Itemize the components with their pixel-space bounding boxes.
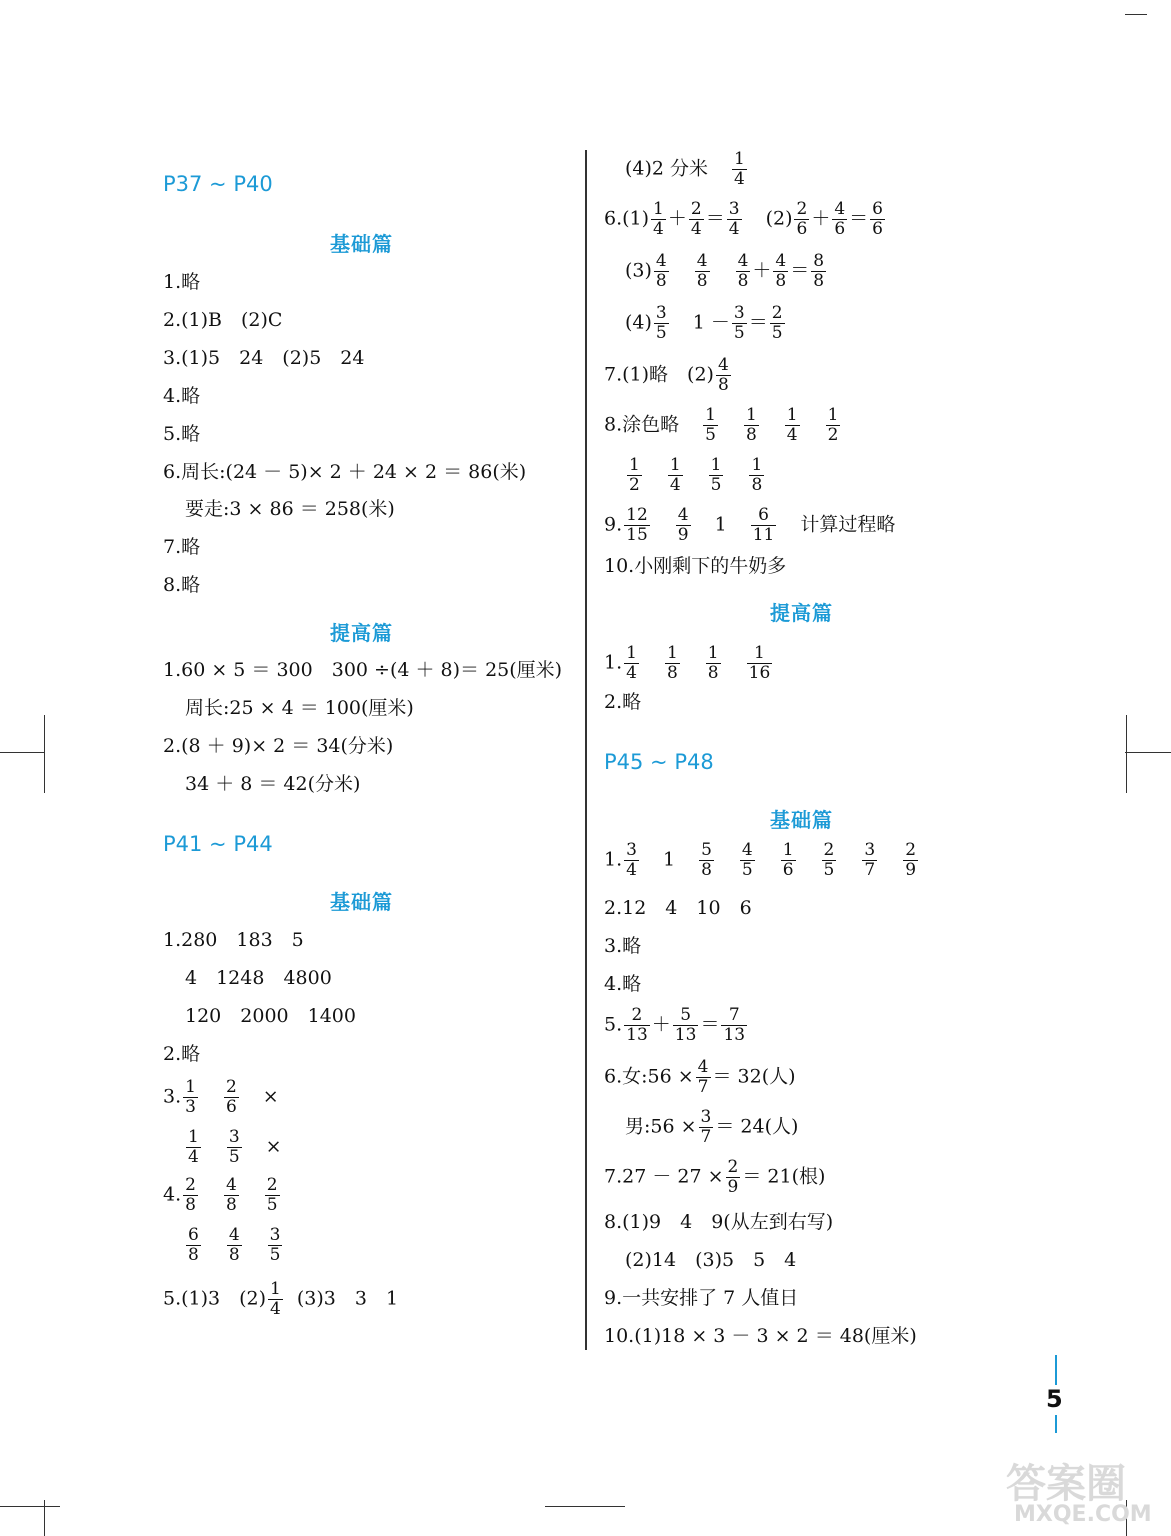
fraction: $\frac{1}{6}$ bbox=[782, 840, 794, 880]
crop-mark bbox=[1125, 752, 1171, 753]
c-answer-1: 1. $\frac{3}{4}$ 1 $\frac{5}{8}$ $\frac{4}{5}$ $\frac{1}{6}$ $\frac{2}{5}$ $\frac{3}{7}$ $\frac{2}{9}$ bbox=[604, 840, 917, 880]
fraction: $\frac{1}{4}$ bbox=[270, 1279, 281, 1319]
fraction: $\frac{5}{13}$ bbox=[674, 1005, 697, 1045]
cross-mark: × bbox=[265, 1135, 282, 1158]
r-answer-10: 10.小刚剩下的牛奶多 bbox=[604, 555, 787, 577]
fraction: $\frac{3}{7}$ bbox=[700, 1107, 712, 1147]
fraction: $\frac{4}{6}$ bbox=[834, 199, 846, 239]
fraction: $\frac{1}{5}$ bbox=[710, 455, 722, 495]
section-p45-p48: P45 ~ P48 bbox=[604, 750, 714, 774]
fraction: $\frac{2}{5}$ bbox=[266, 1175, 278, 1215]
fraction: $\frac{4}{8}$ bbox=[775, 251, 787, 291]
b-answer-1b: 4 1248 4800 bbox=[185, 967, 332, 989]
answer-2: 2.(1)B (2)C bbox=[163, 309, 283, 331]
fraction: $\frac{4}{7}$ bbox=[697, 1057, 709, 1097]
crop-mark bbox=[545, 1506, 625, 1507]
fraction: $\frac{1}{4}$ bbox=[786, 405, 798, 445]
fraction: $\frac{2}{9}$ bbox=[905, 840, 917, 880]
c-answer-2: 2.12 4 10 6 bbox=[604, 897, 752, 919]
r-answer-6: 6.(1) $\frac{1}{4}$ ＋ $\frac{2}{4}$ ＝ $\frac{3}{4}$ (2) $\frac{2}{6}$ ＋ $\frac{4}{6}$ ＝ $\frac{6}{6}$ bbox=[604, 199, 883, 239]
fraction: $\frac{1}{8}$ bbox=[745, 405, 757, 445]
fraction: $\frac{6}{8}$ bbox=[188, 1225, 199, 1265]
fraction: $\frac{2}{6}$ bbox=[225, 1077, 237, 1117]
r-answer-6-4: (4) $\frac{3}{5}$ 1 － $\frac{3}{5}$ ＝ $\frac{2}{5}$ bbox=[625, 303, 783, 343]
fraction: $\frac{1}{4}$ bbox=[626, 643, 637, 683]
crop-mark bbox=[1125, 14, 1147, 15]
b-answer-1c: 120 2000 1400 bbox=[185, 1005, 356, 1027]
ra-answer-2: 2.略 bbox=[604, 691, 642, 713]
c-answer-9: 9.一共安排了 7 人值日 bbox=[604, 1287, 799, 1309]
watermark-logo: 答案圈 bbox=[1006, 1461, 1126, 1507]
answer-4: 4.略 bbox=[163, 385, 201, 407]
r-answer-5-4: (4)2 分米 $\frac{1}{4}$ bbox=[625, 149, 745, 189]
c-answer-10: 10.(1)18 × 3 － 3 × 2 ＝ 48(厘米) bbox=[604, 1325, 917, 1347]
watermark-text: MXQE.COM bbox=[1014, 1502, 1152, 1527]
fraction: $\frac{2}{6}$ bbox=[796, 199, 808, 239]
fraction: $\frac{4}{8}$ bbox=[225, 1175, 237, 1215]
answer-1: 1.略 bbox=[163, 271, 201, 293]
answer-8: 8.略 bbox=[163, 574, 201, 596]
fraction: $\frac{1}{8}$ bbox=[707, 643, 719, 683]
crop-mark bbox=[1126, 715, 1127, 793]
section-p41-p44: P41 ~ P44 bbox=[163, 832, 273, 856]
b-answer-1: 1.280 183 5 bbox=[163, 929, 304, 951]
fraction: $\frac{3}{7}$ bbox=[864, 840, 876, 880]
c-answer-4: 4.略 bbox=[604, 973, 642, 995]
crop-mark bbox=[0, 752, 45, 753]
fraction: $\frac{12}{15}$ bbox=[626, 505, 648, 545]
ra-answer-1: 1. $\frac{1}{4}$ $\frac{1}{8}$ $\frac{1}{8}$ $\frac{1}{16}$ bbox=[604, 643, 771, 683]
adv-answer-2b: 34 ＋ 8 ＝ 42(分米) bbox=[185, 773, 361, 795]
fraction: $\frac{1}{4}$ bbox=[669, 455, 681, 495]
fraction: $\frac{3}{5}$ bbox=[269, 1225, 281, 1265]
subheading-advanced: 提高篇 bbox=[330, 621, 393, 645]
fraction: $\frac{8}{8}$ bbox=[813, 251, 825, 291]
b-answer-4b bbox=[163, 1226, 284, 1265]
crop-mark bbox=[44, 1500, 45, 1536]
fraction: $\frac{1}{16}$ bbox=[748, 643, 771, 683]
adv-answer-1b: 周长:25 × 4 ＝ 100(厘米) bbox=[185, 697, 414, 719]
page-number: 5 bbox=[1046, 1385, 1063, 1413]
fraction: $\frac{1}{3}$ bbox=[185, 1077, 196, 1117]
fraction: $\frac{1}{4}$ bbox=[734, 149, 745, 189]
fraction: $\frac{5}{8}$ bbox=[701, 840, 712, 880]
fraction: $\frac{2}{4}$ bbox=[690, 199, 702, 239]
fraction: $\frac{7}{13}$ bbox=[723, 1005, 746, 1045]
answer-6b: 要走:3 × 86 ＝ 258(米) bbox=[185, 498, 395, 520]
fraction: $\frac{4}{5}$ bbox=[741, 840, 753, 880]
column-divider bbox=[585, 150, 587, 1350]
b-answer-4: 4. $\frac{2}{8}$ $\frac{4}{8}$ $\frac{2}{5}$ bbox=[163, 1175, 278, 1215]
answer-3: 3.(1)5 24 (2)5 24 bbox=[163, 347, 365, 369]
fraction: $\frac{3}{4}$ bbox=[626, 840, 637, 880]
fraction: $\frac{4}{8}$ bbox=[696, 251, 708, 291]
section-p37-p40: P37 ~ P40 bbox=[163, 172, 273, 196]
c-answer-5: 5. $\frac{2}{13}$ ＋ $\frac{5}{13}$ ＝ $\frac{7}{13}$ bbox=[604, 1005, 746, 1045]
crop-mark bbox=[44, 715, 45, 793]
r-answer-9: 9. $\frac{12}{15}$ $\frac{4}{9}$ 1 $\frac{6}{11}$ 计算过程略 bbox=[604, 505, 896, 545]
fraction: $\frac{4}{8}$ bbox=[655, 251, 667, 291]
fraction: $\frac{6}{11}$ bbox=[752, 505, 775, 545]
fraction: $\frac{3}{5}$ bbox=[228, 1127, 240, 1167]
fraction: $\frac{2}{5}$ bbox=[771, 303, 783, 343]
b-answer-2: 2.略 bbox=[163, 1043, 201, 1065]
fraction: $\frac{1}{2}$ bbox=[827, 405, 839, 445]
fraction: $\frac{1}{8}$ bbox=[751, 455, 763, 495]
fraction: $\frac{1}{2}$ bbox=[629, 455, 640, 495]
fraction: $\frac{6}{6}$ bbox=[872, 199, 883, 239]
c-answer-8: 8.(1)9 4 9(从左到右写) bbox=[604, 1211, 834, 1233]
b-answer-3b bbox=[163, 1128, 282, 1167]
c-answer-7: 7.27 － 27 × $\frac{2}{9}$ ＝ 21(根) bbox=[604, 1157, 826, 1197]
fraction: $\frac{4}{8}$ bbox=[737, 251, 749, 291]
answer-5: 5.略 bbox=[163, 423, 201, 445]
b-answer-3: 3. $\frac{1}{3}$ $\frac{2}{6}$ × bbox=[163, 1077, 279, 1117]
fraction: $\frac{2}{13}$ bbox=[626, 1005, 648, 1045]
fraction: $\frac{1}{8}$ bbox=[666, 643, 678, 683]
c-answer-6b: 男:56 × $\frac{3}{7}$ ＝ 24(人) bbox=[625, 1107, 799, 1147]
fraction: $\frac{3}{5}$ bbox=[733, 303, 745, 343]
r-answer-7: 7.(1)略 (2) $\frac{4}{8}$ bbox=[604, 355, 729, 395]
fraction: $\frac{1}{4}$ bbox=[653, 199, 664, 239]
fraction: $\frac{4}{8}$ bbox=[717, 355, 729, 395]
b-answer-5: 5.(1)3 (2) $\frac{1}{4}$ (3)3 3 1 bbox=[163, 1279, 399, 1319]
subheading-basic-2: 基础篇 bbox=[330, 890, 393, 914]
fraction: $\frac{4}{9}$ bbox=[677, 505, 689, 545]
crop-mark bbox=[0, 1506, 60, 1507]
c-answer-3: 3.略 bbox=[604, 935, 642, 957]
cross-mark: × bbox=[262, 1085, 279, 1108]
fraction: $\frac{2}{8}$ bbox=[185, 1175, 196, 1215]
fraction: $\frac{1}{5}$ bbox=[705, 405, 716, 445]
page-number-rule bbox=[1055, 1355, 1057, 1385]
r-answer-6-3: (3) $\frac{4}{8}$ $\frac{4}{8}$ $\frac{4}{8}$ ＋ $\frac{4}{8}$ ＝ $\frac{8}{8}$ bbox=[625, 251, 825, 291]
answer-6: 6.周长:(24 － 5)× 2 ＋ 24 × 2 ＝ 86(米) bbox=[163, 461, 527, 483]
c-answer-6: 6.女:56 × $\frac{4}{7}$ ＝ 32(人) bbox=[604, 1057, 796, 1097]
fraction: $\frac{2}{5}$ bbox=[823, 840, 835, 880]
subheading-advanced-right: 提高篇 bbox=[770, 601, 833, 625]
fraction: $\frac{3}{4}$ bbox=[728, 199, 740, 239]
fraction: $\frac{1}{4}$ bbox=[188, 1127, 199, 1167]
c-answer-8b: (2)14 (3)5 5 4 bbox=[625, 1249, 797, 1271]
r-answer-8: 8.涂色略 $\frac{1}{5}$ $\frac{1}{8}$ $\frac{1}{4}$ $\frac{1}{2}$ bbox=[604, 405, 839, 445]
fraction: $\frac{2}{9}$ bbox=[727, 1157, 739, 1197]
adv-answer-1: 1.60 × 5 ＝ 300 300 ÷(4 ＋ 8)＝ 25(厘米) bbox=[163, 659, 563, 681]
subheading-basic: 基础篇 bbox=[330, 232, 393, 256]
fraction: $\frac{4}{8}$ bbox=[228, 1225, 240, 1265]
page-number-rule-bottom bbox=[1055, 1415, 1057, 1433]
r-answer-8b bbox=[625, 456, 766, 495]
fraction: $\frac{3}{5}$ bbox=[655, 303, 667, 343]
adv-answer-2: 2.(8 ＋ 9)× 2 ＝ 34(分米) bbox=[163, 735, 394, 757]
answer-7: 7.略 bbox=[163, 536, 201, 558]
subheading-basic-right: 基础篇 bbox=[770, 808, 833, 832]
